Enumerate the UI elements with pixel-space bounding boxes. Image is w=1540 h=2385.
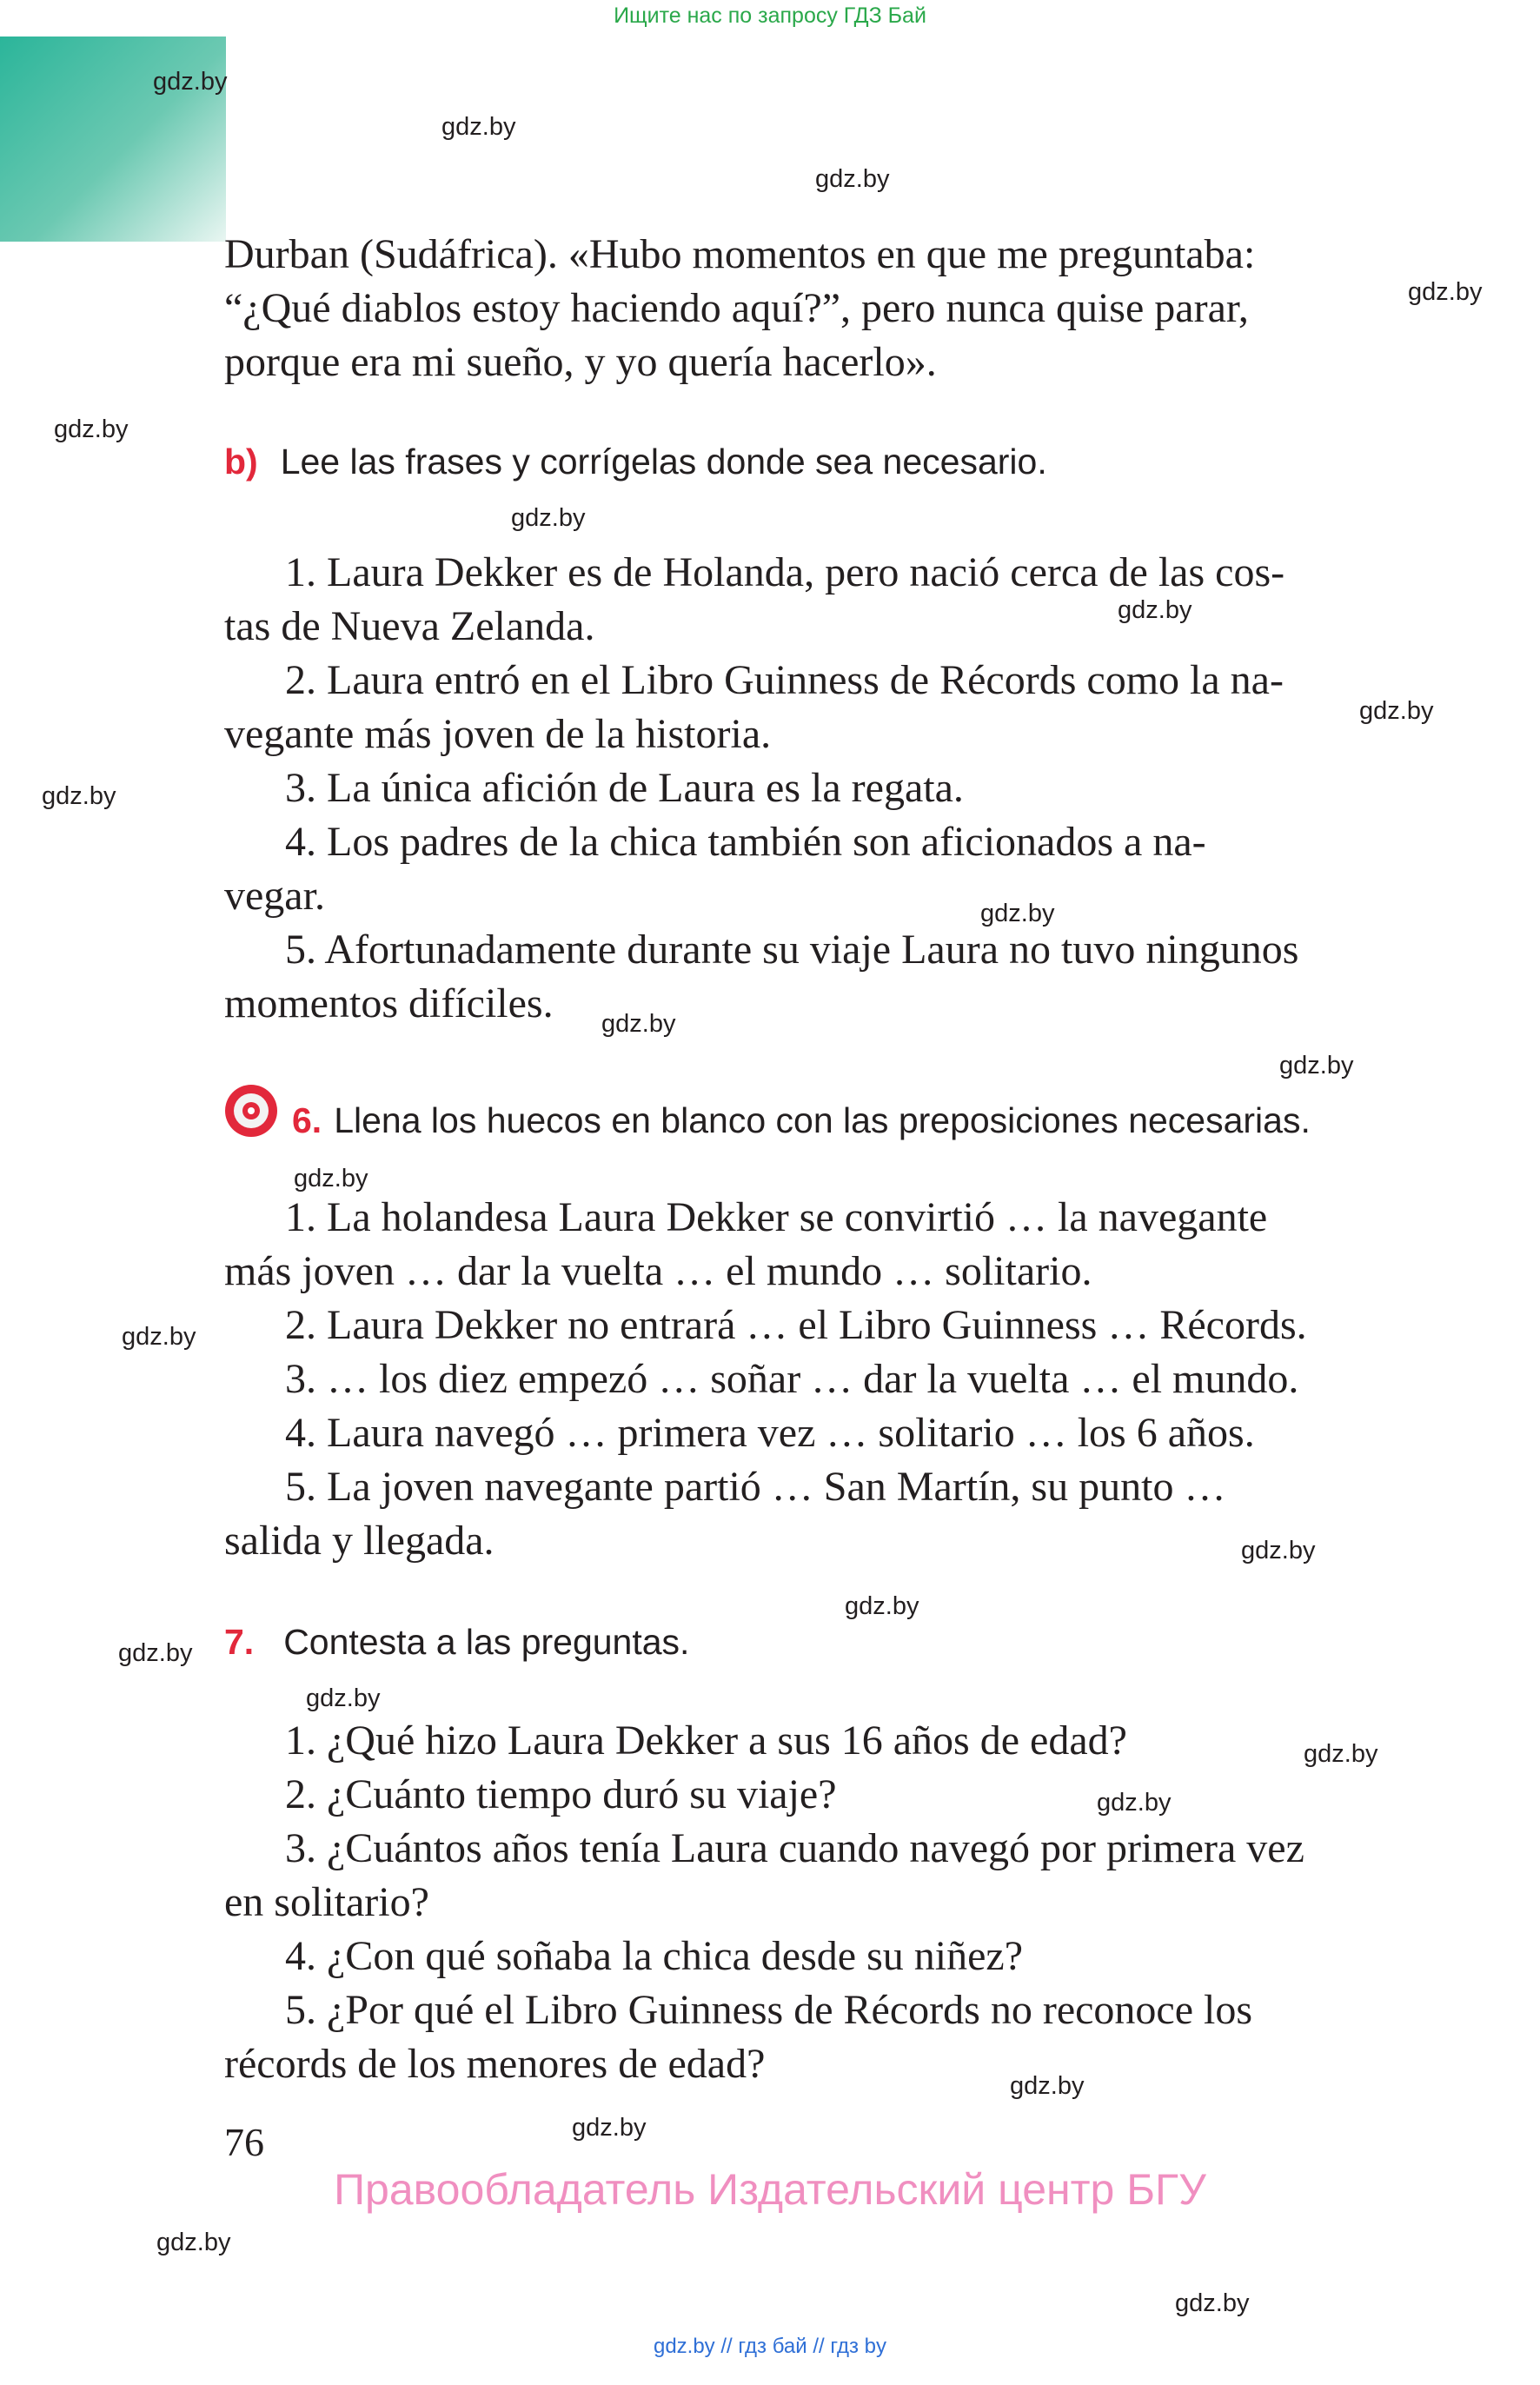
task-7-heading [224,1622,689,1663]
list-item: 5. La joven navegante partió … San Martín, su punto … [285,1464,1226,1510]
list-item: 3. … los diez empezó … soñar … dar la vuelta … el mundo. [285,1356,1299,1402]
list-item: 4. ¿Con qué soñaba la chica desde su niñez? [285,1933,1024,1979]
list-item: 2. ¿Cuánto tiempo duró su viaje? [285,1771,837,1817]
intro-paragraph [224,228,1366,389]
watermark: gdz.by [1097,1789,1172,1817]
list-item-cont: tas de Nueva Zelanda. [224,603,595,649]
list-item: 4. Laura navegó … primera vez … solitario … los 6 años. [285,1410,1255,1456]
list-item-cont: más joven … dar la vuelta … el mundo … solitario. [224,1248,1092,1294]
watermark: gdz.by [122,1323,196,1351]
watermark: gdz.by [1175,2289,1250,2317]
watermark: gdz.by [54,415,129,443]
watermark: gdz.by [1241,1537,1316,1565]
task-6-list [224,1191,1366,1568]
task-b-instruction: Lee las frases y corrígelas donde sea necesario. [280,442,1047,482]
text-line: Durban (Sudáfrica). «Hubo momentos en que me preguntaba: [224,231,1256,277]
watermark: gdz.by [118,1639,193,1667]
watermark: gdz.by [1304,1740,1378,1768]
watermark: gdz.by [153,68,228,96]
list-item: 1. La holandesa Laura Dekker se convirtió … la navegante [285,1194,1268,1240]
cd-icon[interactable] [223,1083,279,1139]
task-6-instruction: Llena los huecos en blanco con las preposiciones necesarias. [334,1100,1311,1140]
text-line: “¿Qué diablos estoy haciendo aquí?”, pero nunca quise parar, [224,285,1249,331]
task-6-number: 6. [292,1100,322,1140]
top-banner[interactable]: Ищите нас по запросу ГДЗ Бай [614,3,926,28]
list-item: 2. Laura Dekker no entrará … el Libro Guinness … Récords. [285,1302,1307,1348]
list-item: 2. Laura entró en el Libro Guinness de Récords como la na- [285,657,1284,703]
footer-links[interactable]: gdz.by // гдз бай // гдз by [653,2335,887,2358]
watermark: gdz.by [601,1010,676,1038]
watermark: gdz.by [1359,697,1434,725]
watermark: gdz.by [511,504,586,532]
watermark: gdz.by [1118,596,1192,624]
watermark: gdz.by [1279,1052,1354,1080]
task-7-list [224,1714,1366,2091]
task-b-list [224,546,1366,1031]
list-item-cont: en solitario? [224,1879,429,1925]
watermark: gdz.by [42,782,116,810]
list-item: 1. Laura Dekker es de Holanda, pero nació cerca de las cos- [285,549,1285,595]
list-item-cont: vegante más joven de la historia. [224,711,772,757]
list-item: 3. La única afición de Laura es la regata. [285,765,964,811]
watermark: gdz.by [1408,278,1483,306]
list-item: 4. Los padres de la chica también son aficionados a na- [285,819,1206,865]
list-item: 3. ¿Cuántos años tenía Laura cuando navegó por primera vez [285,1825,1304,1871]
watermark: gdz.by [294,1165,368,1192]
task-b-heading [224,442,1047,482]
watermark: gdz.by [441,113,516,141]
list-item: 5. Afortunadamente durante su viaje Laura no tuvo ningunos [285,927,1299,973]
watermark: gdz.by [572,2114,647,2142]
list-item-cont: vegar. [224,873,325,919]
task-6-heading [292,1100,1311,1141]
copyright-notice: Правообладатель Издательский центр БГУ [334,2165,1206,2214]
list-item-cont: salida y llegada. [224,1518,495,1564]
task-7-instruction: Contesta a las preguntas. [283,1622,690,1662]
list-item: 5. ¿Por qué el Libro Guinness de Récords no reconoce los [285,1987,1253,2033]
text-line: porque era mi sueño, y yo quería hacerlo». [224,339,937,385]
watermark: gdz.by [815,165,890,193]
watermark: gdz.by [845,1592,919,1620]
watermark: gdz.by [980,900,1055,927]
watermark: gdz.by [1010,2072,1085,2100]
watermark: gdz.by [306,1684,381,1712]
list-item-cont: momentos difíciles. [224,980,554,1026]
list-item-cont: récords de los menores de edad? [224,2041,766,2087]
list-item: 1. ¿Qué hizo Laura Dekker a sus 16 años de edad? [285,1717,1127,1764]
task-7-number: 7. [224,1622,255,1662]
watermark: gdz.by [156,2229,231,2256]
task-b-label: b) [224,442,258,482]
page-number: 76 [224,2120,264,2164]
